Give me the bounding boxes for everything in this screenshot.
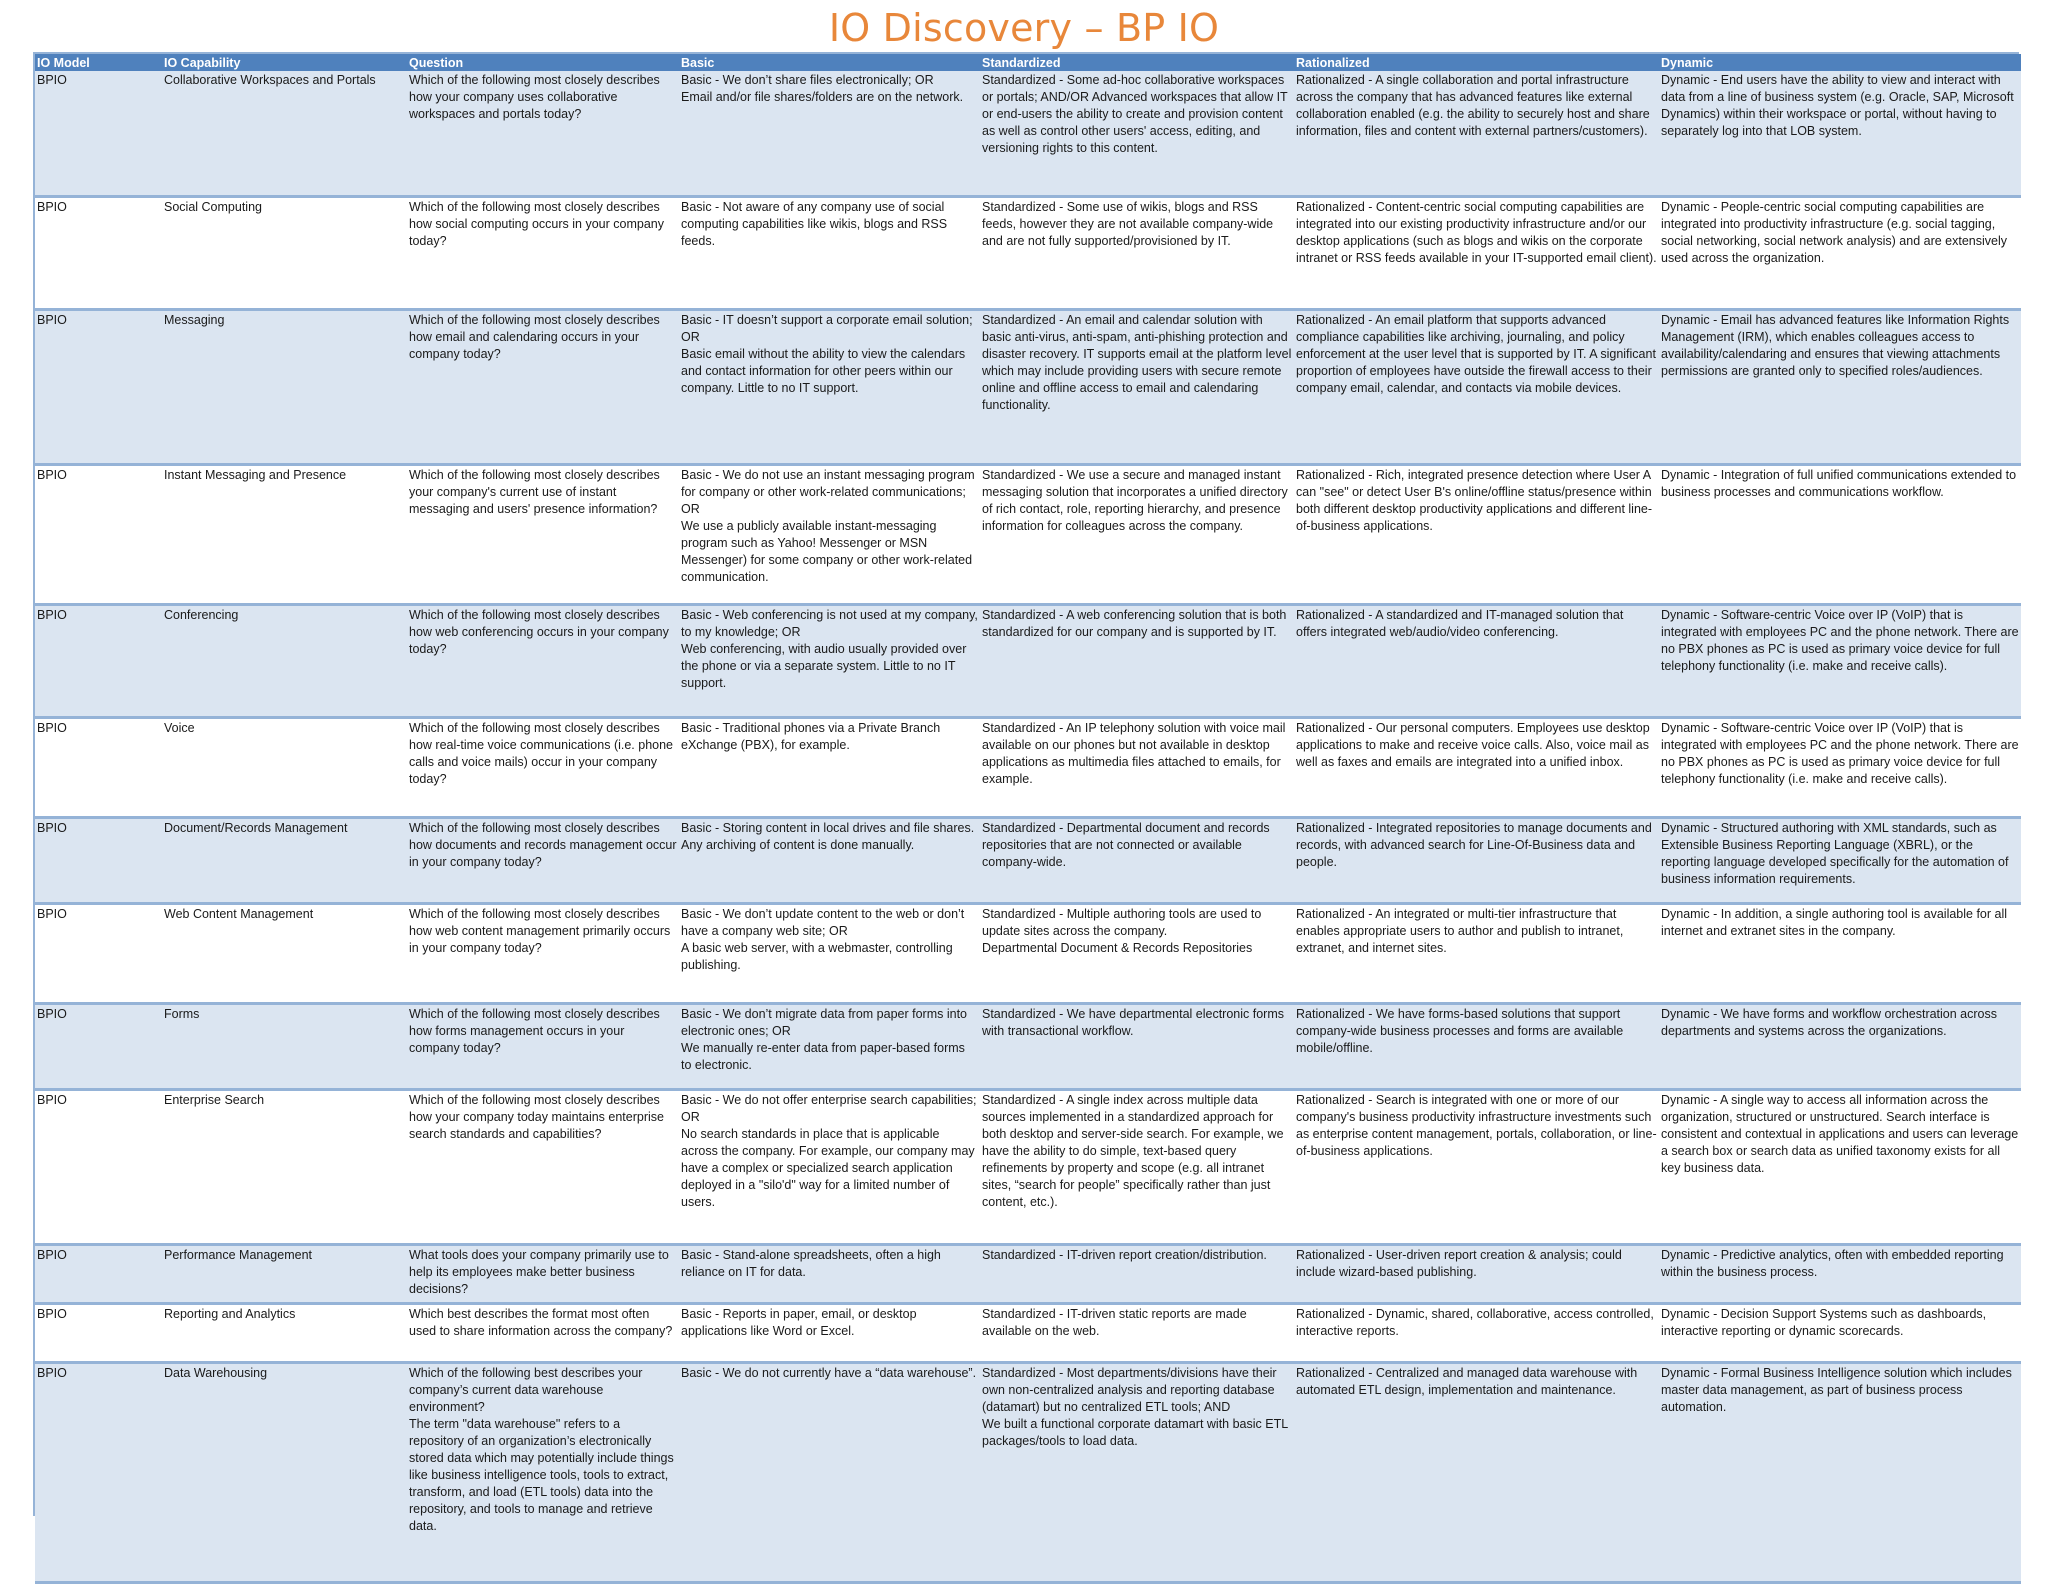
table-row — [35, 197, 2021, 310]
cell-basic: Basic - Stand-alone spreadsheets, often a high reliance on IT for data. — [679, 1245, 980, 1304]
cell-basic: Basic - IT doesn’t support a corporate email solution; OR Basic email without the ability to view the calendars and contact information for other peers within our company. Little to no IT support. — [679, 310, 980, 465]
cell-question: Which of the following most closely describes how email and calendaring occurs in your company today? — [407, 310, 679, 465]
cell-io-model: BPIO — [35, 71, 162, 197]
table-row — [35, 1363, 2021, 1583]
cell-rationalized: Rationalized - Our personal computers. Employees use desktop applications to make and receive voice calls. Also, voice mail as well as faxes and emails are integrated into a unified inbox. — [1294, 718, 1659, 818]
cell-dynamic: Dynamic - Software-centric Voice over IP (VoIP) that is integrated with employees PC and the phone network. There are no PBX phones as PC is used as primary voice device for full telephony functionality (i.e. make and receive calls). — [1659, 718, 2021, 818]
cell-question: Which of the following most closely describes how web conferencing occurs in your company today? — [407, 605, 679, 718]
cell-basic: Basic - Reports in paper, email, or desktop applications like Word or Excel. — [679, 1304, 980, 1363]
cell-io-capability: Performance Management — [162, 1245, 407, 1304]
cell-standardized: Standardized - Some ad-hoc collaborative workspaces or portals; AND/OR Advanced workspaces that allow IT or end-users the ability to create and provision content as well as control other users' access, editing, and versioning rights to this content. — [980, 71, 1294, 197]
table-row — [35, 605, 2021, 718]
cell-basic: Basic - Traditional phones via a Private Branch eXchange (PBX), for example. — [679, 718, 980, 818]
cell-standardized: Standardized - Most departments/divisions have their own non-centralized analysis and reporting database (datamart) but no centralized ETL tools; AND We built a functional corporate datamart with basic ETL packages/tools to load data. — [980, 1363, 1294, 1583]
table-body — [35, 71, 2021, 1583]
cell-dynamic: Dynamic - A single way to access all information across the organization, structured or unstructured. Search interface is consistent and contextual in applications and users can leverage a search box or search data as unified taxonomy exists for all key business data. — [1659, 1090, 2021, 1245]
table-row — [35, 1304, 2021, 1363]
cell-question: Which of the following most closely describes how forms management occurs in your company today? — [407, 1004, 679, 1090]
cell-question: Which of the following most closely describes how documents and records management occur in your company today? — [407, 818, 679, 904]
cell-io-capability: Web Content Management — [162, 904, 407, 1004]
header-standardized: Standardized — [980, 54, 1294, 71]
cell-io-capability: Collaborative Workspaces and Portals — [162, 71, 407, 197]
cell-standardized: Standardized - Multiple authoring tools are used to update sites across the company. Departmental Document & Records Repositories — [980, 904, 1294, 1004]
cell-rationalized: Rationalized - Integrated repositories to manage documents and records, with advanced search for Line-Of-Business data and people. — [1294, 818, 1659, 904]
cell-rationalized: Rationalized - Search is integrated with one or more of our company's business productivity infrastructure investments such as enterprise content management, portals, collaboration, or line-of-business applications. — [1294, 1090, 1659, 1245]
cell-standardized: Standardized - An email and calendar solution with basic anti-virus, anti-spam, anti-phishing protection and disaster recovery. IT supports email at the platform level which may include providing users with secure remote online and offline access to email and calendaring functionality. — [980, 310, 1294, 465]
discovery-table — [35, 54, 2021, 1584]
table-row — [35, 1004, 2021, 1090]
header-question: Question — [407, 54, 679, 71]
table-row — [35, 310, 2021, 465]
header-io-model: IO Model — [35, 54, 162, 71]
cell-rationalized: Rationalized - Rich, integrated presence detection where User A can "see" or detect User B's online/offline status/presence within both different desktop productivity applications and different line-of-business applications. — [1294, 465, 1659, 605]
cell-io-model: BPIO — [35, 1245, 162, 1304]
cell-standardized: Standardized - Some use of wikis, blogs and RSS feeds, however they are not available company-wide and are not fully supported/provisioned by IT. — [980, 197, 1294, 310]
table-row — [35, 818, 2021, 904]
cell-io-capability: Conferencing — [162, 605, 407, 718]
cell-basic: Basic - We do not use an instant messaging program for company or other work-related communications; OR We use a publicly available instant-messaging program such as Yahoo! Messenger or MSN Messenger) for some company or other work-related communication. — [679, 465, 980, 605]
cell-dynamic: Dynamic - End users have the ability to view and interact with data from a line of business system (e.g. Oracle, SAP, Microsoft Dynamics) within their workspace or portal, without having to separately log into that LOB system. — [1659, 71, 2021, 197]
cell-basic: Basic - We do not currently have a “data warehouse”. — [679, 1363, 980, 1583]
cell-standardized: Standardized - Departmental document and records repositories that are not connected or available company-wide. — [980, 818, 1294, 904]
cell-standardized: Standardized - We have departmental electronic forms with transactional workflow. — [980, 1004, 1294, 1090]
table-row — [35, 1090, 2021, 1245]
cell-io-model: BPIO — [35, 904, 162, 1004]
cell-io-capability: Social Computing — [162, 197, 407, 310]
cell-question: Which of the following most closely describes how social computing occurs in your company today? — [407, 197, 679, 310]
table-header-row — [35, 54, 2021, 71]
cell-io-capability: Reporting and Analytics — [162, 1304, 407, 1363]
cell-dynamic: Dynamic - People-centric social computing capabilities are integrated into productivity infrastructure (e.g. social tagging, social networking, social network analysis) and are extensively used across the organization. — [1659, 197, 2021, 310]
cell-question: Which of the following most closely describes how real-time voice communications (i.e. phone calls and voice mails) occur in your company today? — [407, 718, 679, 818]
cell-basic: Basic - We don’t update content to the web or don’t have a company web site; OR A basic web server, with a webmaster, controlling publishing. — [679, 904, 980, 1004]
cell-question: Which of the following most closely describes how your company uses collaborative workspaces and portals today? — [407, 71, 679, 197]
cell-io-model: BPIO — [35, 718, 162, 818]
table-row — [35, 904, 2021, 1004]
cell-question: Which best describes the format most often used to share information across the company? — [407, 1304, 679, 1363]
cell-question: Which of the following most closely describes how web content management primarily occurs in your company today? — [407, 904, 679, 1004]
cell-standardized: Standardized - A single index across multiple data sources implemented in a standardized approach for both desktop and server-side search. For example, we have the ability to do simple, text-based query refinements by property and scope (e.g. all intranet sites, “search for people” specifically rather than just content, etc.). — [980, 1090, 1294, 1245]
cell-dynamic: Dynamic - We have forms and workflow orchestration across departments and systems across the organizations. — [1659, 1004, 2021, 1090]
cell-rationalized: Rationalized - An email platform that supports advanced compliance capabilities like archiving, journaling, and policy enforcement at the user level that is supported by IT. A significant proportion of employees have outside the firewall access to their company email, calendar, and contacts via mobile devices. — [1294, 310, 1659, 465]
cell-dynamic: Dynamic - Decision Support Systems such as dashboards, interactive reporting or dynamic scorecards. — [1659, 1304, 2021, 1363]
cell-dynamic: Dynamic - In addition, a single authoring tool is available for all internet and extranet sites in the company. — [1659, 904, 2021, 1004]
table-row — [35, 465, 2021, 605]
cell-dynamic: Dynamic - Structured authoring with XML standards, such as Extensible Business Reporting Language (XBRL), or the reporting language developed specifically for the automation of business information requirements. — [1659, 818, 2021, 904]
cell-basic: Basic - We do not offer enterprise search capabilities; OR No search standards in place that is applicable across the company. For example, our company may have a complex or specialized search application deployed in a "silo'd" way for a limited number of users. — [679, 1090, 980, 1245]
cell-standardized: Standardized - We use a secure and managed instant messaging solution that incorporates a unified directory of rich contact, role, reporting hierarchy, and presence information for colleagues across the company. — [980, 465, 1294, 605]
cell-dynamic: Dynamic - Predictive analytics, often with embedded reporting within the business process. — [1659, 1245, 2021, 1304]
cell-io-capability: Voice — [162, 718, 407, 818]
cell-io-model: BPIO — [35, 1090, 162, 1245]
cell-question: Which of the following best describes your company’s current data warehouse environment? The term "data warehouse" refers to a repository of an organization’s electronically stored data which may potentially include things like business intelligence tools, tools to extract, transform, and load (ETL tools) data into the repository, and tools to manage and retrieve data. — [407, 1363, 679, 1583]
cell-io-model: BPIO — [35, 605, 162, 718]
cell-rationalized: Rationalized - A standardized and IT-managed solution that offers integrated web/audio/video conferencing. — [1294, 605, 1659, 718]
header-io-capability: IO Capability — [162, 54, 407, 71]
cell-rationalized: Rationalized - An integrated or multi-tier infrastructure that enables appropriate users to author and publish to intranet, extranet, and internet sites. — [1294, 904, 1659, 1004]
cell-standardized: Standardized - A web conferencing solution that is both standardized for our company and is supported by IT. — [980, 605, 1294, 718]
cell-io-model: BPIO — [35, 310, 162, 465]
table-row — [35, 1245, 2021, 1304]
cell-standardized: Standardized - IT-driven report creation/distribution. — [980, 1245, 1294, 1304]
cell-dynamic: Dynamic - Formal Business Intelligence solution which includes master data management, as part of business process automation. — [1659, 1363, 2021, 1583]
cell-rationalized: Rationalized - User-driven report creation & analysis; could include wizard-based publishing. — [1294, 1245, 1659, 1304]
cell-basic: Basic - Storing content in local drives and file shares. Any archiving of content is done manually. — [679, 818, 980, 904]
cell-question: What tools does your company primarily use to help its employees make better business decisions? — [407, 1245, 679, 1304]
cell-io-model: BPIO — [35, 1363, 162, 1583]
header-basic: Basic — [679, 54, 980, 71]
cell-io-capability: Data Warehousing — [162, 1363, 407, 1583]
cell-basic: Basic - Web conferencing is not used at my company, to my knowledge; OR Web conferencing, with audio usually provided over the phone or via a separate system. Little to no IT support. — [679, 605, 980, 718]
table-row — [35, 71, 2021, 197]
discovery-table-container — [33, 52, 2019, 1533]
cell-dynamic: Dynamic - Integration of full unified communications extended to business processes and communications workflow. — [1659, 465, 2021, 605]
cell-question: Which of the following most closely describes your company's current use of instant messaging and users' presence information? — [407, 465, 679, 605]
cell-io-model: BPIO — [35, 1004, 162, 1090]
page-title: IO Discovery – BP IO — [828, 6, 1220, 50]
cell-io-capability: Document/Records Management — [162, 818, 407, 904]
cell-rationalized: Rationalized - Dynamic, shared, collaborative, access controlled, interactive reports. — [1294, 1304, 1659, 1363]
cell-question: Which of the following most closely describes how your company today maintains enterprise search standards and capabilities? — [407, 1090, 679, 1245]
cell-rationalized: Rationalized - We have forms-based solutions that support company-wide business processes and forms are available mobile/offline. — [1294, 1004, 1659, 1090]
cell-rationalized: Rationalized - Content-centric social computing capabilities are integrated into our existing productivity infrastructure and/or our desktop applications (such as blogs and wikis on the corporate intranet or RSS feeds available in your IT-supported email client). — [1294, 197, 1659, 310]
cell-basic: Basic - We don’t share files electronically; OR Email and/or file shares/folders are on the network. — [679, 71, 980, 197]
cell-basic: Basic - We don’t migrate data from paper forms into electronic ones; OR We manually re-enter data from paper-based forms to electronic. — [679, 1004, 980, 1090]
cell-basic: Basic - Not aware of any company use of social computing capabilities like wikis, blogs and RSS feeds. — [679, 197, 980, 310]
cell-io-capability: Messaging — [162, 310, 407, 465]
cell-dynamic: Dynamic - Software-centric Voice over IP (VoIP) that is integrated with employees PC and the phone network. There are no PBX phones as PC is used as primary voice device for full telephony functionality (i.e. make and receive calls). — [1659, 605, 2021, 718]
cell-standardized: Standardized - IT-driven static reports are made available on the web. — [980, 1304, 1294, 1363]
cell-io-model: BPIO — [35, 818, 162, 904]
cell-rationalized: Rationalized - A single collaboration and portal infrastructure across the company that has advanced features like external collaboration enabled (e.g. the ability to securely host and share information, files and content with external partners/customers). — [1294, 71, 1659, 197]
cell-io-model: BPIO — [35, 197, 162, 310]
table-row — [35, 718, 2021, 818]
cell-dynamic: Dynamic - Email has advanced features like Information Rights Management (IRM), which enables colleagues access to availability/calendaring and ensures that viewing attachments permissions are granted only to specified roles/audiences. — [1659, 310, 2021, 465]
cell-io-model: BPIO — [35, 1304, 162, 1363]
cell-io-capability: Forms — [162, 1004, 407, 1090]
cell-io-capability: Enterprise Search — [162, 1090, 407, 1245]
cell-io-model: BPIO — [35, 465, 162, 605]
cell-standardized: Standardized - An IP telephony solution with voice mail available on our phones but not available in desktop applications as multimedia files attached to emails, for example. — [980, 718, 1294, 818]
header-dynamic: Dynamic — [1659, 54, 2021, 71]
cell-io-capability: Instant Messaging and Presence — [162, 465, 407, 605]
header-rationalized: Rationalized — [1294, 54, 1659, 71]
cell-rationalized: Rationalized - Centralized and managed data warehouse with automated ETL design, implementation and maintenance. — [1294, 1363, 1659, 1583]
